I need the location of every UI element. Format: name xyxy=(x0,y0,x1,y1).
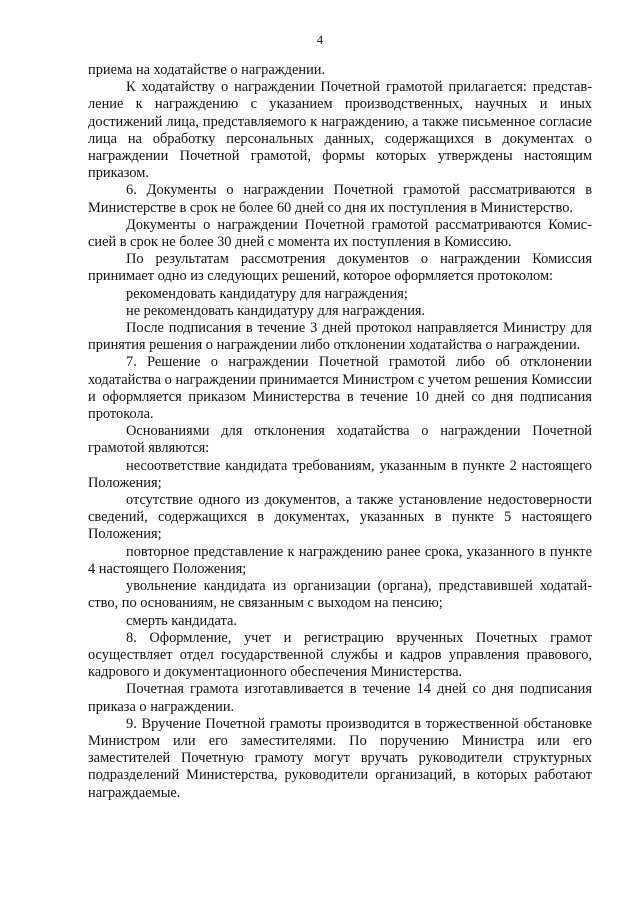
paragraph-rejection-grounds: Основаниями для отклонения ходатайства о награждении Почетной грамотой являются: xyxy=(88,423,592,457)
paragraph-attachments: К ходатайству о награждении Почетной грамотой прилагается: представление к награждению с указанием производственных, научных и иных достижений лица, представляемого к награждению, а также письменное согласие лица на обработку персональных данных, содержащихся в документах о награждении Почетной грамотой, формы которых утверждены настоящим приказом. xyxy=(88,79,592,182)
page-number: 4 xyxy=(316,33,324,47)
paragraph-item-7: 7. Решение о награждении Почетной грамотой либо об отклонении ходатайства о награждении принимается Министром с учетом решения Комиссии и оформляется приказом Министерства в течение 10 дней со дня подписания протокола. xyxy=(88,354,592,423)
paragraph-commission-review: Документы о награждении Почетной грамотой рассматриваются Комиссией в срок не более 30 дней с момента их поступления в Комиссию. xyxy=(88,216,592,251)
paragraph-production-term: Почетная грамота изготавливается в течение 14 дней со дня подписания приказа о награждении. xyxy=(88,681,592,715)
paragraph-protocol: После подписания в течение 3 дней протокол направляется Министру для принятия решения о награждении либо отклонении ходатайства о награждении. xyxy=(88,320,592,354)
list-item-death: смерть кандидата. xyxy=(126,612,238,629)
paragraph-continuation: приема на ходатайстве о награждении. xyxy=(88,62,326,78)
list-item-missing-documents: отсутствие одного из документов, а также установление недостоверности сведений, содержащихся в документах, указанных в пункте 5 настоящего Положения; xyxy=(88,492,592,543)
list-item-early-resubmission: повторное представление к награждению ранее срока, указанного в пункте 4 настоящего Положения; xyxy=(88,543,592,577)
list-item-not-recommend: не рекомендовать кандидатуру для награждения. xyxy=(126,302,426,319)
list-item-recommend: рекомендовать кандидатуру для награждения; xyxy=(126,285,408,302)
list-item-dismissal: увольнение кандидата из организации (органа), представившей ходатайство, по основаниям, не связанным с выходом на пенсию; xyxy=(88,578,592,612)
paragraph-item-6: 6. Документы о награждении Почетной грамотой рассматриваются в Министерстве в срок не более 60 дней со дня их поступления в Министерство. xyxy=(88,182,592,216)
paragraph-commission-decisions: По результатам рассмотрения документов о награждении Комиссия принимает одно из следующих решений, которое оформляется протоколом: xyxy=(88,251,592,285)
paragraph-item-8: 8. Оформление, учет и регистрацию врученных Почетных грамот осуществляет отдел государственной службы и кадров управления правового, кадрового и документационного обеспечения Министерства. xyxy=(88,629,592,681)
document-body xyxy=(88,62,592,802)
list-item-nonconformity: несоответствие кандидата требованиям, указанным в пункте 2 настоящего Положения; xyxy=(88,457,592,491)
paragraph-item-9: 9. Вручение Почетной грамоты производится в торжественной обстановке Министром или его заместителями. По поручению Министра или его заместителей Почетную грамоту могут вручать руководители структурных подразделений Министерства, руководители организаций, в которых работают награждаемые. xyxy=(88,715,592,801)
